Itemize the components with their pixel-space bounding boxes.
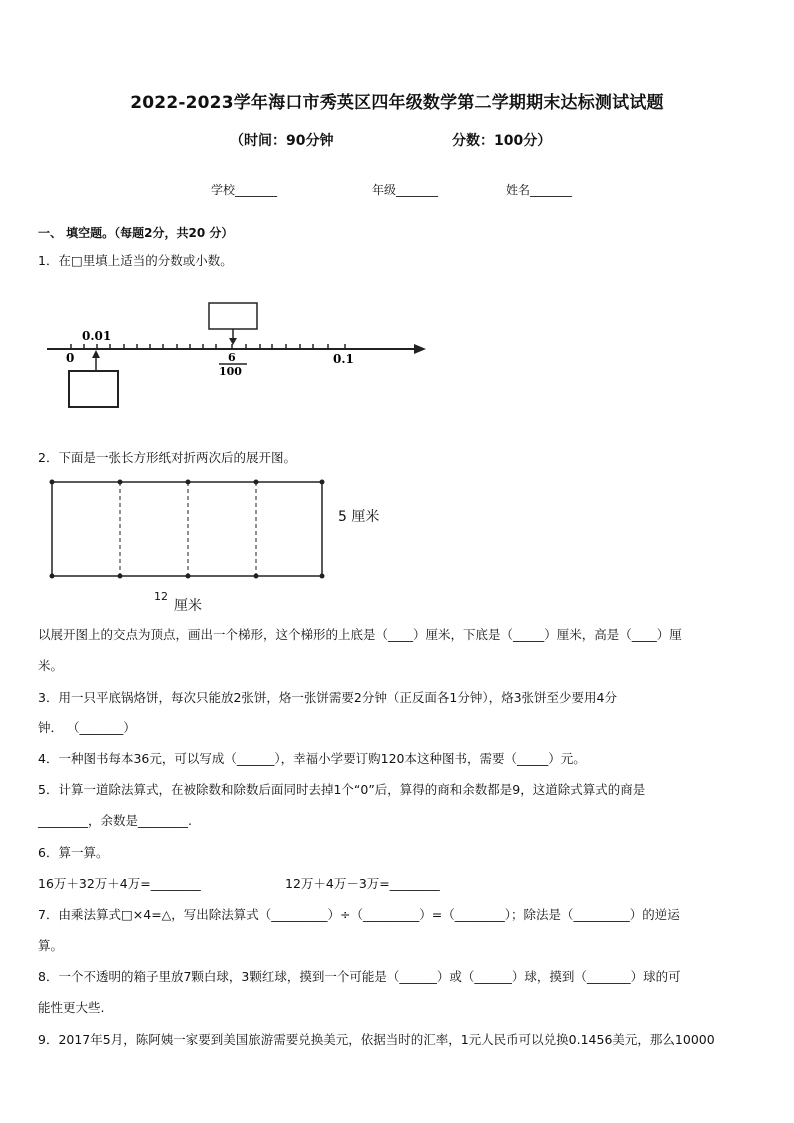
question-8-line1: 8．一个不透明的箱子里放7颗白球，3颗红球，摸到一个可能是（______）或（______）球，摸到（_______）球的可 — [38, 969, 681, 984]
school-field[interactable]: 学校_______ — [211, 183, 278, 197]
question-9-line1: 9．2017年5月，陈阿姨一家要到美国旅游需要兑换美元，依据当时的汇率，1元人民币可以兑换0.1456美元，那么10000 — [38, 1032, 715, 1047]
name-field[interactable]: 姓名_______ — [506, 183, 573, 197]
question-6-expr2: 12万＋4万－3万=________ — [285, 876, 440, 891]
question-3-line1: 3．用一只平底锅烙饼，每次只能放2张饼，烙一张饼需要2分钟（正反面各1分钟），烙3张饼至少要用4分 — [38, 690, 617, 705]
question-2-prompt-line2: 米。 — [38, 658, 64, 673]
question-5-line1: 5．计算一道除法算式，在被除数和除数后面同时去掉1个“0”后，算得的商和余数都是9，这道除式算式的商是 — [38, 782, 646, 797]
question-7-line2: 算。 — [38, 938, 64, 953]
exam-score: 分数：100分） — [452, 133, 552, 149]
width-unit: 厘米 — [174, 598, 202, 614]
label-6: 6 — [228, 351, 236, 364]
question-1: 1．在□里填上适当的分数或小数。 — [38, 253, 233, 268]
section-heading-fill-blanks: 一、 填空题。（每题2分，共20 分） — [38, 226, 234, 240]
paper-rectangle — [52, 482, 322, 576]
question-3-line2: 钟． （_______） — [38, 720, 136, 735]
fold-lines — [120, 482, 256, 576]
question-5-line2: ________，余数是________. — [38, 813, 192, 828]
question-8-line2: 能性更大些. — [38, 1000, 105, 1015]
question-2-prompt-line1: 以展开图上的交点为顶点，画出一个梯形，这个梯形的上底是（____）厘米，下底是（_____）厘米，高是（____）厘 — [38, 627, 682, 642]
intersection-dots — [50, 480, 325, 579]
height-label: 5 厘米 — [338, 509, 380, 525]
exam-time: （时间：90分钟 — [230, 133, 334, 149]
question-4: 4．一种图书每本36元，可以写成（______），幸福小学要订购120本这种图书，需要（_____）元。 — [38, 751, 586, 766]
question-2: 2．下面是一张长方形纸对折两次后的展开图。 — [38, 450, 296, 465]
question-6: 6．算一算。 — [38, 845, 109, 860]
label-0: 0 — [66, 351, 75, 365]
label-100: 100 — [219, 365, 242, 378]
question-6-expr1: 16万＋32万＋4万=________ — [38, 876, 201, 891]
label-0.1: 0.1 — [333, 352, 354, 366]
label-0.01: 0.01 — [82, 329, 112, 343]
page-title: 2022-2023学年海口市秀英区四年级数学第二学期期末达标测试试题 — [130, 93, 664, 113]
question-7-line1: 7．由乘法算式□×4=△，写出除法算式（_________）÷（_________）=（________）；除法是（_________）的逆运 — [38, 907, 680, 922]
width-number: 12 — [154, 590, 168, 603]
grade-field[interactable]: 年级_______ — [372, 183, 439, 197]
